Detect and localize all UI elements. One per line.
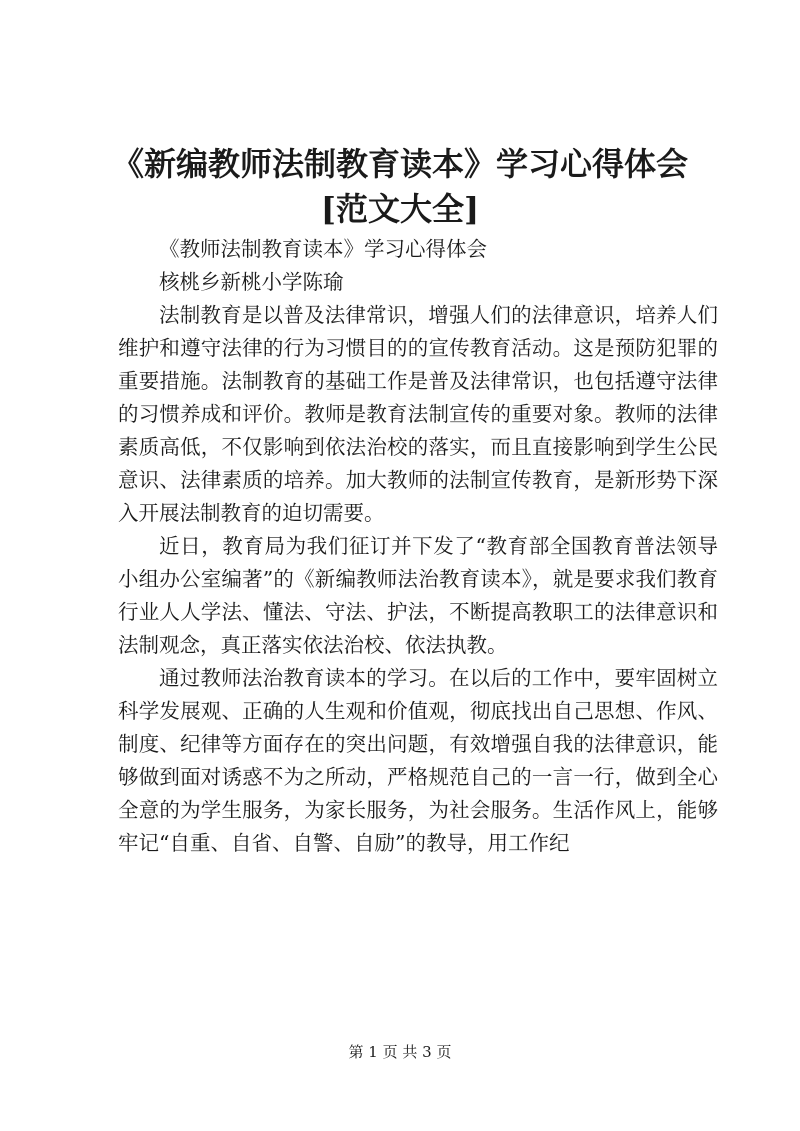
document-subtitle: 《教师法制教育读本》学习心得体会	[159, 237, 487, 261]
document-title: 《新编教师法制教育读本》学习心得体会[范文大全]	[111, 145, 688, 228]
body-paragraph-1: 法制教育是以普及法律常识，增强人们的法律意识，培养人们维护和遵守法律的行为习惯目的的宣传教育活动。这是预防犯罪的重要措施。法制教育的基础工作是普及法律常识，也包括遵守法律的习惯养成和评价。教师是教育法制宣传的重要对象。教师的法律素质高低，不仅影响到依法治校的落实，而且直接影响到学生公民意识、法律素质的培养。加大教师的法制宣传教育，是新形势下深入开展法制教育的迫切需要。	[118, 303, 718, 525]
page-number-footer: 第 1 页 共 3 页	[348, 1043, 452, 1061]
document-body	[118, 233, 718, 860]
body-paragraph-2: 近日，教育局为我们征订并下发了“教育部全国教育普法领导小组办公室编著”的《新编教师法治教育读本》，就是要求我们教育行业人人学法、懂法、守法、护法，不断提高教职工的法律意识和法制观念，真正落实依法治校、依法执教。	[118, 534, 718, 657]
document-author: 核桃乡新桃小学陈瑜	[159, 270, 344, 294]
body-paragraph-3: 通过教师法治教育读本的学习。在以后的工作中，要牢固树立科学发展观、正确的人生观和价值观，彻底找出自己思想、作风、制度、纪律等方面存在的突出问题，有效增强自我的法律意识，能够做到面对诱惑不为之所动，严格规范自己的一言一行，做到全心全意的为学生服务，为家长服务，为社会服务。生活作风上，能够牢记“自重、自省、自警、自励”的教导，用工作纪	[118, 666, 718, 855]
